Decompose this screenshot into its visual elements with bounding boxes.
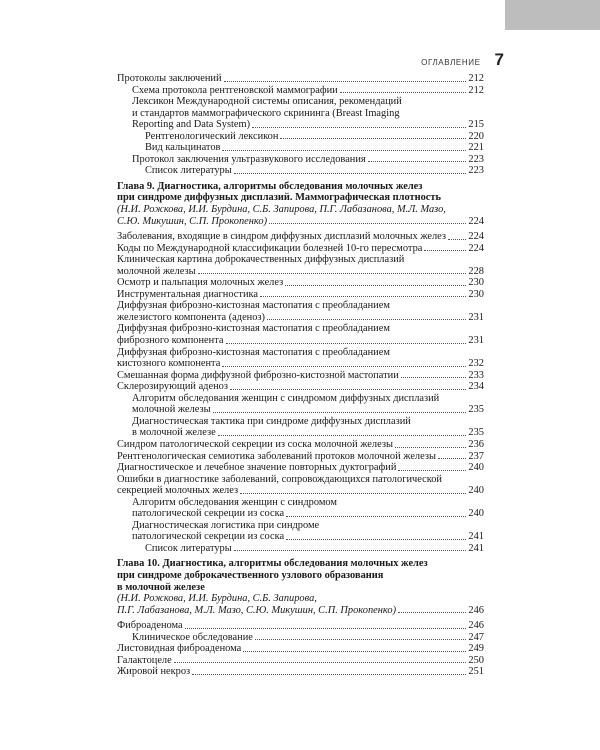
chapter-heading[interactable] [117,558,484,616]
toc-entry-last-line [117,119,484,131]
toc-entry[interactable] [117,451,484,463]
table-of-contents [117,73,484,678]
toc-entry-text: Список литературы [145,542,232,554]
toc-entry-last-line [117,231,484,243]
dot-leader [280,138,466,139]
toc-entry-last-line [117,335,484,347]
toc-entry[interactable] [117,243,484,255]
dot-leader [286,516,466,517]
toc-page-number: 240 [468,462,484,474]
toc-page-number: 246 [468,620,484,632]
toc-entry-text: фиброзного компонента [117,335,224,347]
chapter-authors-line [117,204,484,216]
dot-leader [401,377,467,378]
dot-leader [285,285,466,286]
dot-leader [174,662,467,663]
toc-entry-line [117,416,484,428]
toc-page-number: 212 [468,73,484,84]
toc-entry[interactable] [117,96,484,131]
toc-entry-last-line [117,620,484,632]
toc-entry[interactable] [117,85,484,97]
toc-entry-text: Список литературы [145,165,232,177]
chapter-heading-line: в молочной железе [117,581,205,593]
toc-entry[interactable] [117,231,484,243]
dot-leader [395,447,466,448]
toc-entry-text: Диагностическая логистика при синдроме [132,519,320,531]
toc-entry[interactable] [117,620,484,632]
toc-entry-text: Диффузная фиброзно-кистозная мастопатия с преобладанием [117,300,390,312]
toc-entry-text: железистого компонента (аденоз) [117,311,265,323]
dot-leader [240,493,466,494]
toc-page-number: 231 [468,335,484,347]
toc-entry[interactable] [117,381,484,393]
toc-entry-line [117,300,484,312]
toc-entry-text: Протокол заключения ультразвукового исследования [132,153,366,165]
toc-page-number: 246 [468,604,484,616]
chapter-authors-line [117,593,484,605]
dot-leader [213,412,467,413]
toc-entry-last-line [117,543,484,555]
dot-leader [222,150,466,151]
toc-entry-text: Схема протокола рентгеновской маммографии [132,84,338,96]
toc-entry-last-line [117,451,484,463]
chapter-authors: (Н.И. Рожкова, И.И. Бурдина, С.Б. Запирова, П.Г. Лабазанова, М.Л. Мазо, [117,204,446,216]
dot-leader [286,539,466,540]
toc-page-number: 240 [468,508,484,520]
toc-page-number: 233 [468,369,484,381]
toc-entry[interactable] [117,323,484,346]
chapter-authors: (Н.И. Рожкова, И.И. Бурдина, С.Б. Запирова, [117,593,317,605]
toc-entry-text: Инструментальная диагностика [117,288,259,300]
toc-entry-text: Склерозирующий аденоз [117,381,228,393]
toc-entry-line [117,393,484,405]
toc-page-number: 220 [468,130,484,142]
toc-entry-line [117,323,484,335]
toc-entry-last-line [117,154,484,166]
toc-entry-text: Ошибки в диагностике заболеваний, сопровождающихся патологической [117,473,442,485]
toc-entry-text: Клиническое обследование [132,631,253,643]
dot-leader [218,435,467,436]
chapter-8-tail [117,73,484,177]
dot-leader [255,639,466,640]
toc-page-number: 241 [468,531,484,543]
toc-page-number: 237 [468,450,484,462]
toc-entry-text: Рентгенологическая семиотика заболеваний протоков молочной железы [117,450,436,462]
toc-entry-text: Заболевания, входящие в синдром диффузных дисплазий молочных желез [117,231,447,243]
toc-page-number: 228 [468,265,484,277]
toc-page-number: 232 [468,358,484,370]
toc-entry-last-line [117,165,484,177]
toc-entry-line [117,347,484,359]
toc-entry-text: Алгоритм обследования женщин с синдромом диффузных дисплазий [132,392,440,404]
toc-entry-text: Жировой некроз [117,666,191,678]
toc-page-number: 224 [468,231,484,243]
chapter-authors-line [117,605,484,617]
dot-leader [224,81,467,82]
dot-leader [234,550,467,551]
toc-entry-text: Лексикон Международной системы описания, рекомендаций [132,96,402,108]
toc-entry[interactable] [117,416,484,439]
chapter-heading[interactable] [117,181,484,227]
toc-entry-text: Осмотр и пальпация молочных желез [117,277,284,289]
dot-leader [340,92,467,93]
dot-leader [267,319,466,320]
toc-entry-last-line [117,73,484,85]
chapter-9 [117,181,484,555]
dot-leader [269,223,466,224]
toc-page-number: 251 [468,666,484,678]
toc-entry-text: Reporting and Data System) [132,119,251,131]
toc-entry-last-line [117,404,484,416]
toc-entry-text: Протоколы заключений [117,73,222,84]
toc-entry-last-line [117,370,484,382]
toc-entry-text: Смешанная форма диффузной фиброзно-кистозной мастопатии [117,369,399,381]
dot-leader [368,161,467,162]
running-header [421,50,504,70]
toc-entry[interactable] [117,439,484,451]
toc-entry[interactable] [117,462,484,474]
toc-entry-last-line [117,508,484,520]
toc-entry[interactable] [117,666,484,678]
toc-page-number: 224 [468,215,484,227]
toc-entry-last-line [117,439,484,451]
toc-entry[interactable] [117,393,484,416]
toc-entry[interactable] [117,277,484,289]
toc-entry[interactable] [117,142,484,154]
toc-page-number: 249 [468,643,484,655]
toc-entry[interactable] [117,300,484,323]
dot-leader [230,389,466,390]
chapter-10 [117,558,484,677]
toc-entry-line [117,108,484,120]
toc-page-number: 235 [468,427,484,439]
dot-leader [398,612,466,613]
toc-entry-line [117,96,484,108]
toc-page-number: 231 [468,311,484,323]
toc-entry-text: Рентгенологический лексикон [145,130,279,142]
toc-entry-last-line [117,243,484,255]
toc-entry[interactable] [117,520,484,543]
toc-page-number: 224 [468,242,484,254]
dot-leader [234,173,467,174]
toc-page-number: 235 [468,404,484,416]
toc-entry-text: Клиническая картина доброкачественных диффузных дисплазий [117,254,405,266]
toc-entry-line [117,520,484,532]
dot-leader [260,296,466,297]
toc-page-number: 250 [468,654,484,666]
dot-leader [243,651,466,652]
toc-entry[interactable] [117,347,484,370]
toc-entry-text: Алгоритм обследования женщин с синдромом [132,496,337,508]
chapter-authors: П.Г. Лабазанова, М.Л. Мазо, С.Ю. Микушин, С.П. Прокопенко) [117,604,397,616]
toc-entry-last-line [117,142,484,154]
toc-page-number: 247 [468,631,484,643]
toc-entry-last-line [117,266,484,278]
toc-entry-text: Синдром патологической секреции из соска молочной железы [117,438,393,450]
chapter-authors-line [117,216,484,228]
toc-entry-line [117,254,484,266]
toc-entry[interactable] [117,131,484,143]
toc-entry-line [117,497,484,509]
toc-entry-text: и стандартов маммографического скрининга (Breast Imaging [132,107,400,119]
dot-leader [448,239,466,240]
toc-entry-last-line [117,632,484,644]
toc-page-number: 221 [468,142,484,154]
toc-entry-text: Диагностическое и лечебное значение повторных дуктографий [117,462,397,474]
toc-entry-text: Коды по Международной классификации болезней 10-го пересмотра [117,242,423,254]
toc-entry[interactable] [117,165,484,177]
toc-entry[interactable] [117,289,484,301]
toc-page-number: 236 [468,438,484,450]
chapter-authors: С.Ю. Микушин, С.П. Прокопенко) [117,215,268,227]
toc-entry-text: Диффузная фиброзно-кистозная мастопатия с преобладанием [117,346,390,358]
toc-entry-last-line [117,427,484,439]
toc-entry[interactable] [117,497,484,520]
toc-entry-last-line [117,643,484,655]
toc-page-number: 215 [468,119,484,131]
toc-entry[interactable] [117,632,484,644]
toc-entry-last-line [117,485,484,497]
toc-entry-last-line [117,358,484,370]
toc-entry-line [117,474,484,486]
toc-entry[interactable] [117,543,484,555]
toc-entry-text: Галактоцеле [117,654,172,666]
toc-page-number: 223 [468,165,484,177]
running-title: ОГЛАВЛЕНИЕ [421,58,481,67]
toc-entry-text: кистозного компонента [117,358,221,370]
toc-entry-text: Листовидная фиброаденома [117,643,242,655]
toc-entry-last-line [117,85,484,97]
toc-page-number: 240 [468,485,484,497]
toc-entry-last-line [117,462,484,474]
toc-entry[interactable] [117,254,484,277]
dot-leader [398,470,466,471]
dot-leader [198,273,467,274]
toc-entry-last-line [117,666,484,678]
toc-entry[interactable] [117,643,484,655]
chapter-heading-line: Глава 10. Диагностика, алгоритмы обследования молочных желез [117,558,428,570]
toc-page-number: 241 [468,542,484,554]
toc-entry[interactable] [117,154,484,166]
dot-leader [185,628,467,629]
toc-entry-last-line [117,312,484,324]
toc-page-number: 212 [468,84,484,96]
dot-leader [192,674,466,675]
dot-leader [252,127,466,128]
toc-entry-text: Диагностическая тактика при синдроме диффузных дисплазий [132,415,411,427]
chapter-heading-line: Глава 9. Диагностика, алгоритмы обследования молочных желез [117,180,423,192]
toc-entry[interactable] [117,474,484,497]
toc-entry-last-line [117,131,484,143]
toc-entry-last-line [117,655,484,667]
dot-leader [424,250,466,251]
toc-entry-text: Вид кальцинатов [145,142,221,154]
toc-entry-text: в молочной железе [132,427,216,439]
toc-entry-text: секрецией молочных желез [117,485,239,497]
toc-entry-text: молочной железы [132,404,211,416]
dot-leader [222,366,466,367]
toc-entry-text: молочной железы [117,265,196,277]
toc-page-number: 230 [468,277,484,289]
toc-page-number: 223 [468,153,484,165]
toc-entry[interactable] [117,655,484,667]
toc-entry-text: патологической секреции из соска [132,508,285,520]
toc-page-number: 230 [468,288,484,300]
dot-leader [226,343,467,344]
toc-entry-text: Фиброаденома [117,620,183,632]
toc-entry-last-line [117,277,484,289]
toc-entry[interactable] [117,370,484,382]
toc-entry-last-line [117,289,484,301]
chapter-heading-line: при синдроме доброкачественного узлового образования [117,569,384,581]
dot-leader [438,458,466,459]
page-number: 7 [494,50,504,69]
toc-entry-text: патологической секреции из соска [132,531,285,543]
toc-entry-last-line [117,381,484,393]
toc-entry-last-line [117,531,484,543]
thumb-index-tab [505,0,600,30]
toc-entry[interactable] [117,73,484,85]
toc-page-number: 234 [468,381,484,393]
toc-entry-text: Диффузная фиброзно-кистозная мастопатия с преобладанием [117,323,390,335]
chapter-heading-line: при синдроме диффузных дисплазий. Маммографическая плотность [117,192,442,204]
